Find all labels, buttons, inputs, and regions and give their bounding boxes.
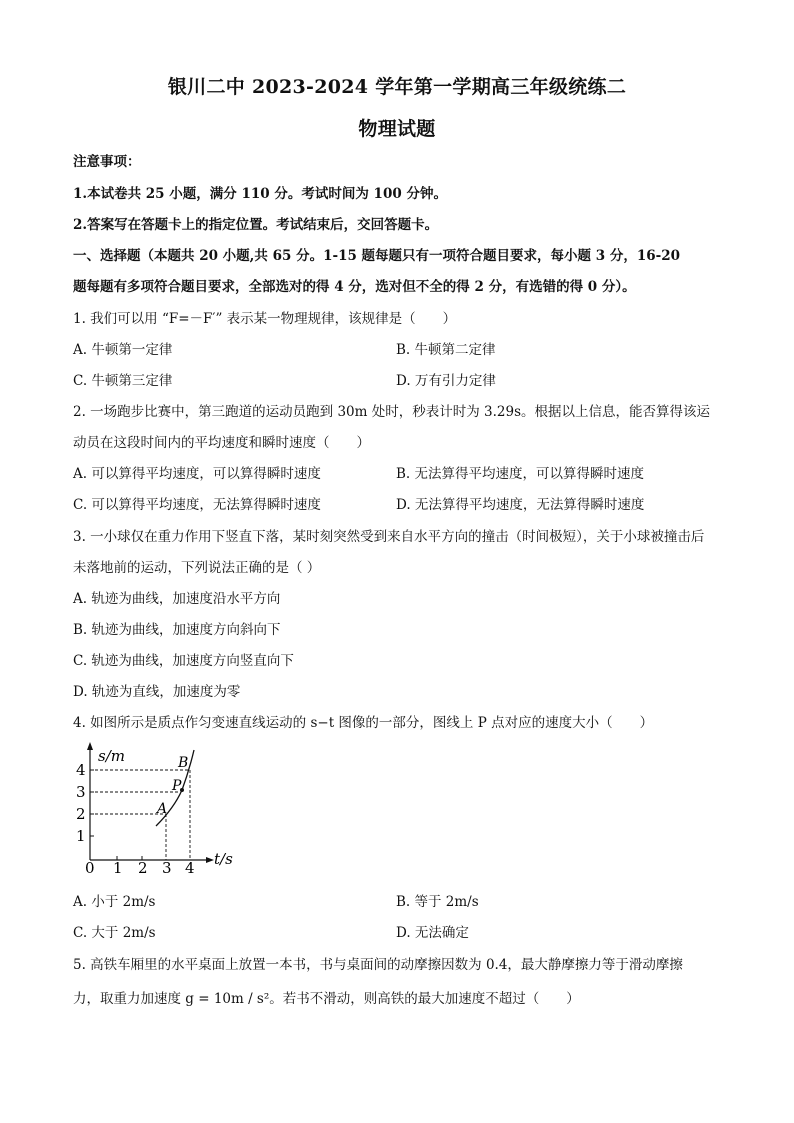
question-3-stem-line2: 未落地前的运动，下列说法正确的是（ ） xyxy=(73,560,321,576)
question-4-stem: 4. 如图所示是质点作匀变速直线运动的 s−t 图像的一部分，图线上 P 点对应的速度大小（ ） xyxy=(73,715,654,731)
point-p-label: P xyxy=(172,778,182,794)
question-4-option-c: C. 大于 2m/s xyxy=(73,925,156,941)
x-axis-arrow-icon xyxy=(206,857,214,863)
exam-subtitle: 物理试题 xyxy=(358,118,436,140)
y-tick-label-4: 4 xyxy=(76,761,86,779)
question-3-option-b: B. 轨迹为曲线，加速度方向斜向下 xyxy=(73,622,281,638)
question-1-option-c: C. 牛顿第三定律 xyxy=(73,373,173,389)
question-2-stem-line2: 动员在这段时间内的平均速度和瞬时速度（ ） xyxy=(73,435,370,451)
exam-title: 银川二中 2023-2024 学年第一学期高三年级统练二 xyxy=(167,76,627,98)
question-3-option-a: A. 轨迹为曲线，加速度沿水平方向 xyxy=(73,591,281,607)
question-2-stem-line1: 2. 一场跑步比赛中，第三跑道的运动员跑到 30m 处时，秒表计时为 3.29s。根据以上信息，能否算得该运 xyxy=(73,404,711,420)
note-item-1: 1.本试卷共 25 小题，满分 110 分。考试时间为 100 分钟。 xyxy=(73,186,447,202)
question-1-option-b: B. 牛顿第二定律 xyxy=(396,342,496,358)
question-5-stem-line2: 力，取重力加速度 g = 10m / s²。若书不滑动，则高铁的最大加速度不超过（ ） xyxy=(73,991,580,1007)
y-tick-label-1: 1 xyxy=(76,827,86,845)
question-1-stem: 1. 我们可以用 “F=－F′” 表示某一物理规律，该规律是（ ） xyxy=(73,311,457,327)
section-instructions-line1: 一、选择题（本题共 20 小题,共 65 分。1-15 题每题只有一项符合题目要求，每小题 3 分，16-20 xyxy=(73,248,681,264)
question-3-option-d: D. 轨迹为直线，加速度为零 xyxy=(73,684,241,700)
notes-heading: 注意事项： xyxy=(73,154,141,170)
x-tick-label-1: 1 xyxy=(113,859,123,874)
question-2-option-c: C. 可以算得平均速度，无法算得瞬时速度 xyxy=(73,497,321,513)
y-tick-label-2: 2 xyxy=(76,805,86,823)
y-tick-label-3: 3 xyxy=(76,783,86,801)
x-tick-label-0: 0 xyxy=(85,859,95,874)
x-tick-label-3: 3 xyxy=(162,859,172,874)
x-tick-label-4: 4 xyxy=(185,859,195,874)
question-4-option-b: B. 等于 2m/s xyxy=(396,894,479,910)
x-tick-label-2: 2 xyxy=(138,859,148,874)
question-3-option-c: C. 轨迹为曲线，加速度方向竖直向下 xyxy=(73,653,294,669)
question-3-stem-line1: 3. 一小球仅在重力作用下竖直下落，某时刻突然受到来自水平方向的撞击（时间极短），关于小球被撞击后 xyxy=(73,529,705,545)
section-instructions-line2: 题每题有多项符合题目要求，全部选对的得 4 分，选对但不全的得 2 分，有选错的得 0 分）。 xyxy=(73,279,636,295)
question-2-option-b: B. 无法算得平均速度，可以算得瞬时速度 xyxy=(396,466,645,482)
y-axis-label: s/m xyxy=(98,747,125,765)
question-1-option-d: D. 万有引力定律 xyxy=(396,373,496,389)
question-1-option-a: A. 牛顿第一定律 xyxy=(73,342,173,358)
point-a-label: A xyxy=(157,801,168,817)
question-2-option-a: A. 可以算得平均速度，可以算得瞬时速度 xyxy=(73,466,321,482)
s-t-graph xyxy=(68,738,248,874)
question-4-option-a: A. 小于 2m/s xyxy=(73,894,156,910)
x-axis-label: t/s xyxy=(214,850,233,868)
y-axis-arrow-icon xyxy=(87,742,93,750)
question-2-option-d: D. 无法算得平均速度，无法算得瞬时速度 xyxy=(396,497,645,513)
question-5-stem-line1: 5. 高铁车厢里的水平桌面上放置一本书，书与桌面间的动摩擦因数为 0.4，最大静摩擦力等于滑动摩擦 xyxy=(73,957,683,973)
point-b-label: B xyxy=(178,755,189,771)
question-4-option-d: D. 无法确定 xyxy=(396,925,469,941)
note-item-2: 2.答案写在答题卡上的指定位置。考试结束后，交回答题卡。 xyxy=(73,217,439,233)
